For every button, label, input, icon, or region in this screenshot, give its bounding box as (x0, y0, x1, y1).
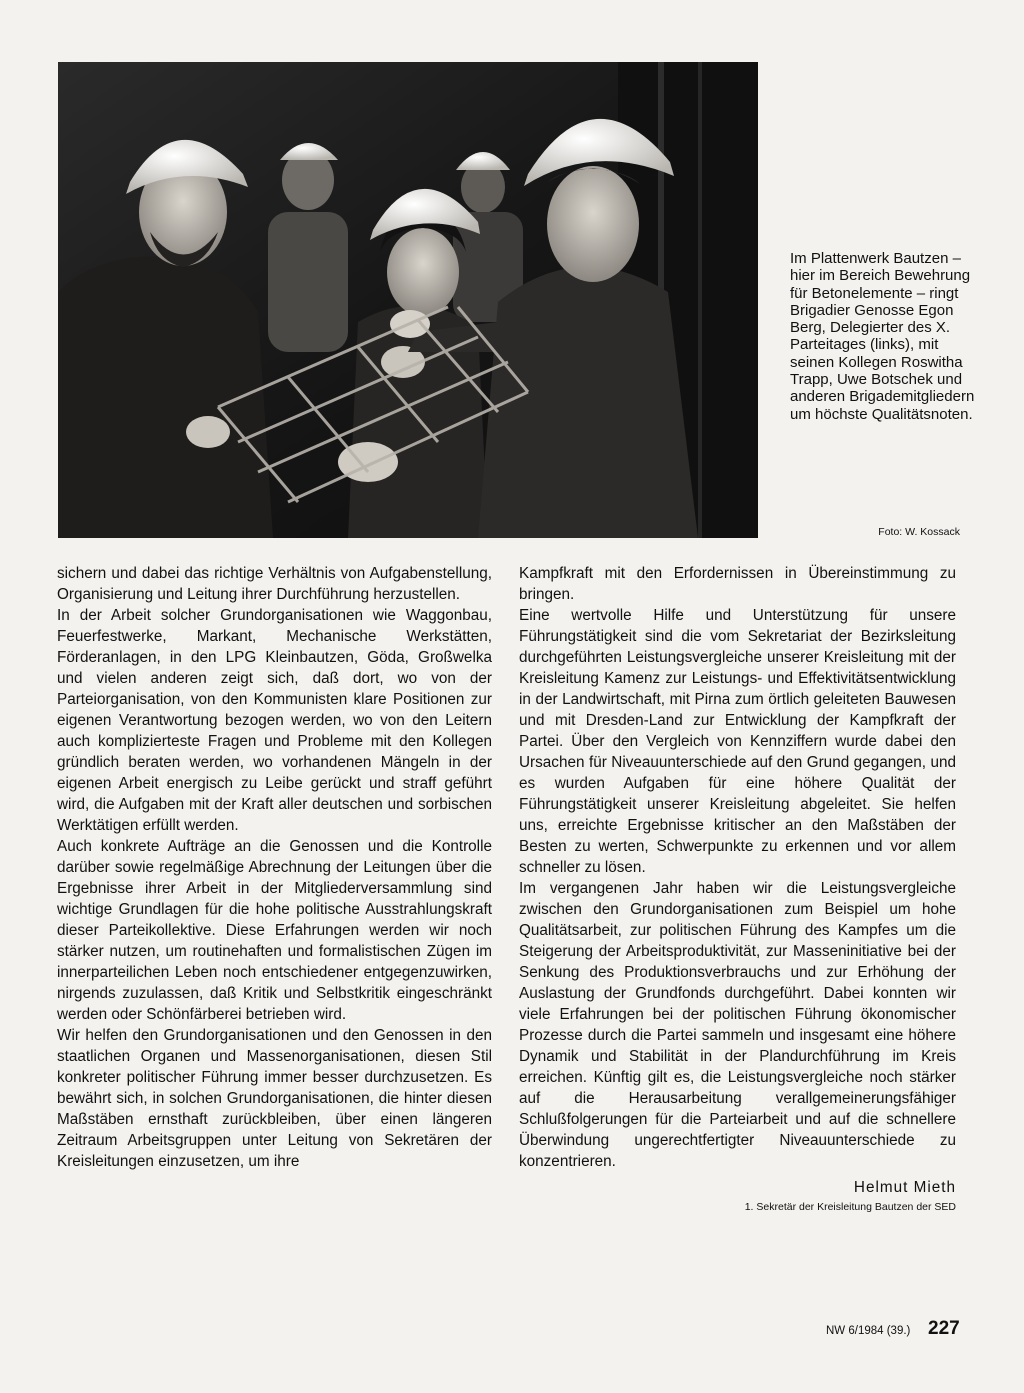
page-number: 227 (928, 1318, 960, 1339)
paragraph: Kampfkraft mit den Erfordernissen in Übereinstimmung zu bringen. (519, 565, 956, 603)
photo-caption (790, 250, 985, 423)
author-title: 1. Sekretär der Kreisleitung Bautzen der SED (744, 1201, 956, 1213)
paragraph: sichern und dabei das richtige Verhältnis von Aufgabenstellung, Organisierung und Leitung ihrer Durchführung herzustellen. (57, 565, 492, 603)
article-column-left (57, 563, 492, 1172)
paragraph: Im vergangenen Jahr haben wir die Leistungsvergleiche zwischen den Grundorganisationen zum Beispiel um hohe Qualitätsarbeit, zur politischen Führung des Kampfes um die Steigerung der Arbeitsproduktivität, zur Masseninitiative bei der Senkung des Produktionsverbrauchs und zur Erhöhung der Auslastung der Grundfonds durchgeführt. Dabei konnten wir viele Erfahrungen bei der politischen Führung ökonomischer Prozesse durch die Partei sammeln und insgesamt eine höhere Dynamik und Stabilität in der Plandurchführung im Kreis erreichen. Künftig gilt es, die Leistungsvergleiche noch stärker auf die Herausarbeitung verallgemeinerungsfähiger Schlußfolgerungen für die Parteiarbeit und auf die schnellere Überwindung ungerechtfertigter Niveauunterschiede zu konzentrieren. (519, 880, 956, 1170)
author-name: Helmut Mieth (853, 1179, 956, 1196)
photo-illustration (58, 62, 758, 538)
issue-reference: NW 6/1984 (39.) (826, 1325, 911, 1337)
article-photo (58, 62, 758, 538)
paragraph: Auch konkrete Aufträge an die Genossen und die Kontrolle darüber sowie regelmäßige Abrechnung der Leitungen über die Ergebnisse ihrer Arbeit in der Mitgliederversammlung sind wichtige Grundlagen für die hohe politische Ausstrahlungskraft dieser Parteikollektive. Diese Erfahrungen werden wir noch stärker nutzen, um routinehaften und formalistischen Zügen im innerparteilichen Leben noch entschiedener entgegenzuwirken, nirgends zuzulassen, daß Kritik und Selbstkritik eingeschränkt werden oder Schönfärberei betrieben wird. (57, 838, 492, 1023)
photo-caption-text: Im Plattenwerk Bautzen – hier im Bereich Bewehrung für Betonelemente – ringt Brigadier Genosse Egon Berg, Delegierter des X. Parteitages (links), mit seinen Kollegen Roswitha Trapp, Uwe Botschek und anderen Brigademitgliedern um höchste Qualitätsnoten. (790, 250, 975, 423)
paragraph: Eine wertvolle Hilfe und Unterstützung für unsere Führungstätigkeit sind die vom Sekretariat der Bezirksleitung durchgeführten Leistungsvergleiche unserer Kreisleitung mit der Kreisleitung Kamenz zur Leistungs- und Effektivitätsentwicklung in der Landwirtschaft, mit Pirna zum örtlich geleiteten Bauwesen und mit Dresden-Land zur Entwicklung der Kampfkraft der Partei. Über den Vergleich von Kennziffern wurde dabei den Ursachen für Niveauunterschiede auf den Grund gegangen, und es wurden Aufgaben für eine höhere Qualität der Führungstätigkeit unserer Kreisleitung abgeleitet. Sie helfen uns, erreichte Ergebnisse kritischer an den Maßstäben der Besten zu werten, Schwerpunkte zu erkennen und vor allem schneller zu lösen. (519, 607, 956, 876)
article-column-right (519, 563, 956, 1214)
photo-credit: Foto: W. Kossack (878, 526, 960, 538)
paragraph: In der Arbeit solcher Grundorganisationen wie Waggonbau, Feuerfestwerke, Markant, Mechanische Werkstätten, Förderanlagen, in den LPG Kleinbautzen, Göda, Großwelka und vielen anderen zeigt sich, daß dort, wo von der Parteiorganisation, von den Kommunisten klare Positionen zur eigenen Verantwortung bezogen werden, wo von den Leitern auch komplizierteste Fragen und Probleme mit den Kollegen gründlich beraten werden, wo vorhandenen Mängeln in der eigenen Arbeit energisch zu Leibe gerückt und straff geführt wird, die Aufgaben mit der Kraft aller deutschen und sorbischen Werktätigen erfüllt werden. (57, 607, 492, 834)
paragraph: Wir helfen den Grundorganisationen und den Genossen in den staatlichen Organen und Massenorganisationen, diesen Stil konkreter politischer Führung immer besser durchzusetzen. Es bewährt sich, in solchen Grundorganisationen, die hinter diesen Maßstäben ernsthaft zurückbleiben, über einen längeren Zeitraum Arbeitsgruppen unter Leitung von Sekretären der Kreisleitungen einzusetzen, um ihre (57, 1027, 492, 1170)
